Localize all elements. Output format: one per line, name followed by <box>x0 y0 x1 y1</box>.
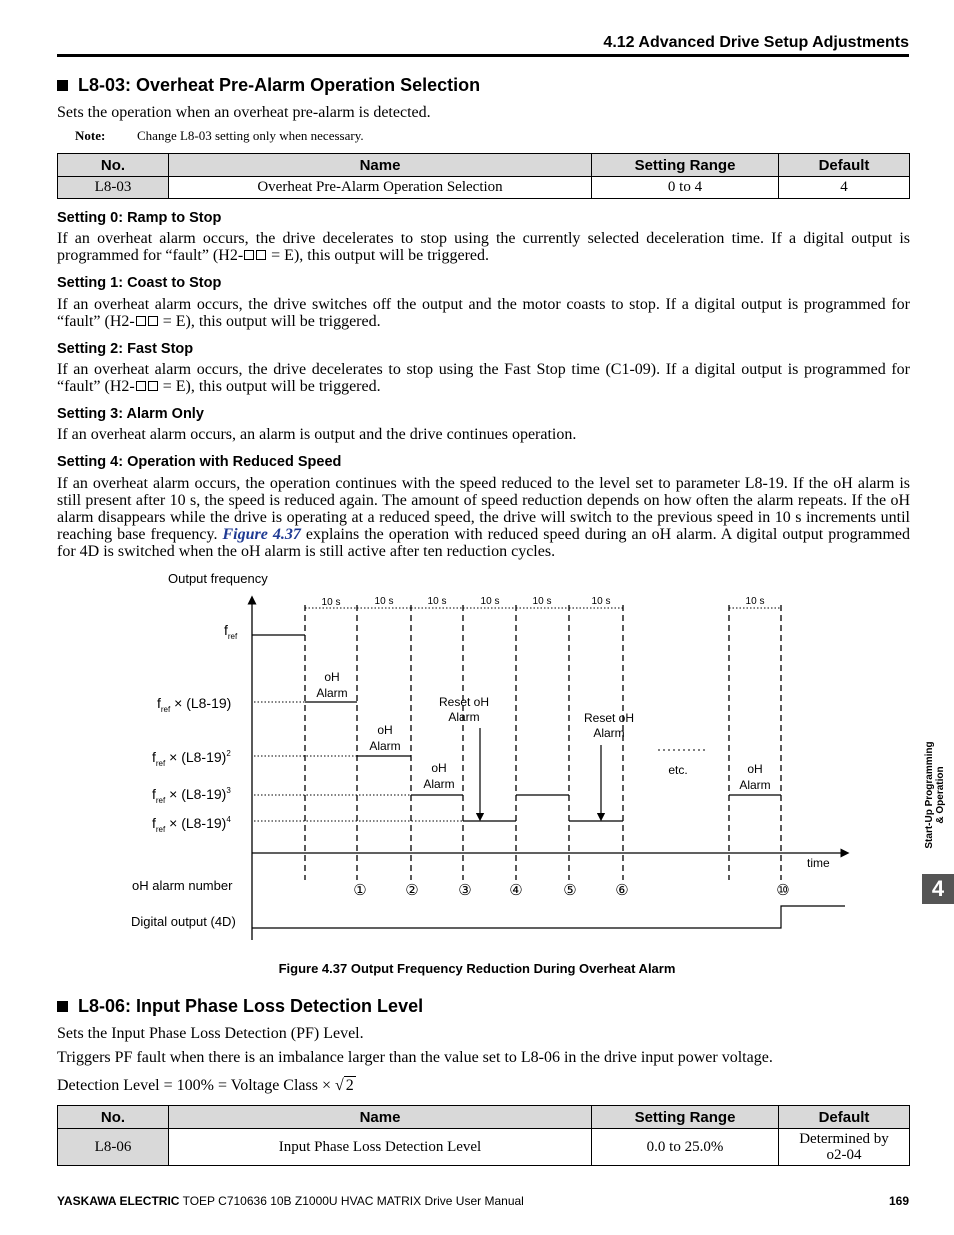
col-header-range: Setting Range <box>592 154 779 177</box>
level-label-3 <box>152 786 231 805</box>
note <box>75 128 364 144</box>
sqrt-icon: √ <box>334 1077 344 1094</box>
chapter-tab: 4 <box>922 874 954 904</box>
svg-text:①: ① <box>353 882 367 899</box>
placeholder-box-icon <box>244 250 254 260</box>
setting-2-title: Setting 2: Fast Stop <box>57 341 194 357</box>
interval-labels <box>322 596 765 608</box>
svg-text:⑩: ⑩ <box>776 882 790 899</box>
note-text: Change L8-03 setting only when necessary. <box>137 128 364 143</box>
setting-0-text-b: = E), this output will be triggered. <box>267 247 490 264</box>
digital-output-label: Digital output (4D) <box>131 914 236 929</box>
table-row <box>58 177 910 199</box>
col-header-no: No. <box>58 1106 169 1129</box>
svg-text:Alarm: Alarm <box>369 739 401 753</box>
svg-text:10 s: 10 s <box>480 596 500 607</box>
footer <box>57 1194 524 1208</box>
svg-text:③: ③ <box>458 882 472 899</box>
page-header-title: 4.12 Advanced Drive Setup Adjustments <box>603 34 909 51</box>
cell-default: Determined by o2-04 <box>779 1129 910 1166</box>
header-rule <box>57 54 909 57</box>
svg-text:fref × (L8-19)3: $f_{ref} \times (L8-19)^3$ <box>152 786 231 805</box>
diagram-annotations <box>316 670 770 792</box>
svg-text:Alarm: Alarm <box>316 686 348 700</box>
svg-text:Alarm: Alarm <box>423 777 455 791</box>
svg-text:fref × (L8-19)2: $f_{ref} \times (L8-19)^2$ <box>152 749 231 768</box>
setting-3-title: Setting 3: Alarm Only <box>57 406 204 422</box>
x-axis-label: time <box>807 856 830 870</box>
svg-text:10 s: 10 s <box>591 596 611 607</box>
setting-1-title: Setting 1: Coast to Stop <box>57 275 222 291</box>
svg-text:②: ② <box>405 882 419 899</box>
placeholder-box-icon <box>256 250 266 260</box>
placeholder-box-icon <box>148 316 158 326</box>
svg-text:Alarm: Alarm <box>739 778 771 792</box>
svg-text:fref: $f_{ref}$ <box>224 622 238 641</box>
section-title-l8-06 <box>57 996 423 1017</box>
page-number: 169 <box>888 1194 909 1208</box>
oh-alarm-number-label: oH alarm number <box>132 878 233 893</box>
col-header-no: No. <box>58 154 169 177</box>
setting-4-text <box>57 475 910 560</box>
placeholder-box-icon <box>148 381 158 391</box>
formula-value: 2 <box>345 1077 354 1094</box>
level-label-4 <box>152 815 231 834</box>
y-axis-label: Output frequency <box>168 571 268 586</box>
svg-text:10 s: 10 s <box>745 596 765 607</box>
footer-brand: YASKAWA ELECTRIC <box>57 1194 180 1208</box>
side-tab-label: Start-Up Programming & Operation <box>924 741 946 849</box>
col-header-default: Default <box>779 1106 910 1129</box>
setting-1-text <box>57 296 910 330</box>
cell-no: L8-06 <box>58 1129 169 1166</box>
level-label-fref <box>224 622 238 641</box>
setting-2-text-a: If an overheat alarm occurs, the drive decelerates to stop using the Fast Stop time (C1-09). If a digital output is programmed for “fault” (H2- <box>57 361 910 395</box>
param-table-l8-06 <box>57 1105 910 1166</box>
setting-4-text-a: If an overheat alarm occurs, the operation continues with the speed reduced to the level set to parameter L8-19. If the oH alarm is still present after 10 s, the speed is reduced again. The amount of speed reduction depends on how often the alarm repeats. If the oH alarm disappears while the drive is operating at a reduced speed, the drive will switch to the previous speed in 10 s increments until reaching base frequency. <box>57 475 910 543</box>
cell-range: 0.0 to 25.0% <box>592 1129 779 1166</box>
digital-output-signal <box>252 906 845 928</box>
svg-text:Reset oH: Reset oH <box>583 711 635 725</box>
svg-text:oH: oH <box>431 761 447 775</box>
svg-text:oH: oH <box>377 723 393 737</box>
placeholder-box-icon <box>136 316 146 326</box>
table-row <box>58 1129 910 1166</box>
svg-text:⑤: ⑤ <box>563 882 577 899</box>
section-title-text: L8-03: Overheat Pre-Alarm Operation Selection <box>78 75 481 95</box>
svg-text:10 s: 10 s <box>374 596 394 607</box>
col-header-name: Name <box>169 1106 592 1129</box>
svg-text:10 s: 10 s <box>427 596 447 607</box>
square-bullet-icon <box>57 1001 68 1012</box>
section2-p1: Sets the Input Phase Loss Detection (PF) Level. <box>57 1025 364 1042</box>
setting-0-text <box>57 230 910 264</box>
placeholder-box-icon <box>136 381 146 391</box>
setting-0-title: Setting 0: Ramp to Stop <box>57 210 222 226</box>
section-title-l8-03 <box>57 75 480 96</box>
setting-2-text-b: = E), this output will be triggered. <box>158 378 381 395</box>
oh-alarm-timing-diagram <box>0 565 954 955</box>
level-label-1 <box>157 695 231 714</box>
level-label-2 <box>152 749 231 768</box>
cell-default: 4 <box>779 177 910 199</box>
svg-text:10 s: 10 s <box>321 597 341 608</box>
figure-link[interactable]: Figure 4.37 <box>222 526 301 543</box>
setting-4-title: Setting 4: Operation with Reduced Speed <box>57 454 342 470</box>
svg-text:oH: oH <box>324 670 340 684</box>
col-header-range: Setting Range <box>592 1106 779 1129</box>
svg-text:Alarm: Alarm <box>448 710 480 724</box>
svg-text:Reset oH: Reset oH <box>438 695 490 709</box>
cell-no: L8-03 <box>58 177 169 199</box>
section-title-text: L8-06: Input Phase Loss Detection Level <box>78 996 424 1016</box>
svg-text:oH: oH <box>747 762 763 776</box>
figure-caption: Figure 4.37 Output Frequency Reduction During Overheat Alarm <box>278 961 676 976</box>
cell-name: Input Phase Loss Detection Level <box>169 1129 592 1166</box>
formula-prefix: Detection Level = 100% = Voltage Class × <box>57 1077 335 1094</box>
svg-text:fref × (L8-19): $f_{ref} \times (L8-19)$ <box>157 695 232 714</box>
svg-text:⑥: ⑥ <box>615 882 629 899</box>
col-header-default: Default <box>779 154 910 177</box>
param-table-l8-03 <box>57 153 910 199</box>
section1-intro: Sets the operation when an overheat pre-alarm is detected. <box>57 104 431 121</box>
setting-4-text-b: explains the operation with reduced speed during an oH alarm. A digital output programmed for 4D is switched when the oH alarm is still active after ten reduction cycles. <box>57 526 910 560</box>
detection-formula <box>57 1077 910 1094</box>
svg-text:fref × (L8-19)4: $f_{ref} \times (L8-19)^4$ <box>152 815 231 834</box>
footer-doc: TOEP C710636 10B Z1000U HVAC MATRIX Drive User Manual <box>179 1194 524 1208</box>
cell-range: 0 to 4 <box>592 177 779 199</box>
oh-alarm-numbers <box>353 882 789 899</box>
section2-p2: Triggers PF fault when there is an imbalance larger than the value set to L8-06 in the drive input power voltage. <box>57 1049 773 1066</box>
setting-2-text <box>57 361 910 395</box>
setting-1-text-a: If an overheat alarm occurs, the drive switches off the output and the motor coasts to stop. If a digital output is programmed for “fault” (H2- <box>57 296 910 330</box>
cell-name: Overheat Pre-Alarm Operation Selection <box>169 177 592 199</box>
note-label: Note: <box>75 128 106 143</box>
square-bullet-icon <box>57 80 68 91</box>
setting-3-text: If an overheat alarm occurs, an alarm is output and the drive continues operation. <box>57 426 577 443</box>
svg-text:10 s: 10 s <box>532 596 552 607</box>
setting-1-text-b: = E), this output will be triggered. <box>158 313 381 330</box>
col-header-name: Name <box>169 154 592 177</box>
svg-text:④: ④ <box>509 882 523 899</box>
svg-text:Alarm: Alarm <box>593 726 625 740</box>
svg-text:etc.: etc. <box>668 763 688 777</box>
setting-0-text-a: If an overheat alarm occurs, the drive decelerates to stop using the currently selected deceleration time. If a digital output is programmed for “fault” (H2- <box>57 230 910 264</box>
